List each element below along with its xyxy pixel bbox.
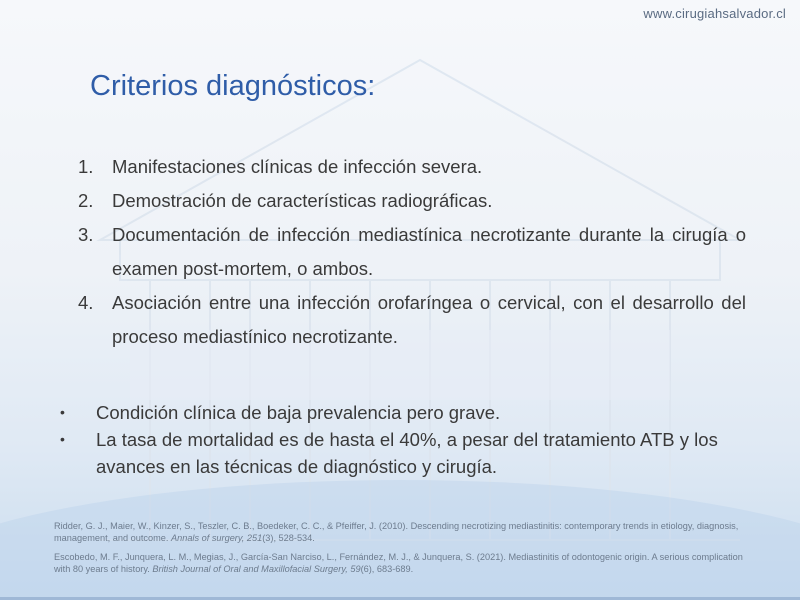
- bullet-icon: •: [60, 404, 65, 420]
- list-number: 3.: [78, 224, 94, 245]
- list-number: 1.: [78, 156, 94, 177]
- reference-authors: Escobedo, M. F., Junquera, L. M., Megias, J., García-San Narciso, L., Fernández, M. J., & Junquera, S. (2021). Mediastinitis of odontogenic origin. A serious complication with 80 years of history.: [54, 552, 743, 574]
- bullet-text: La tasa de mortalidad es de hasta el 40%, a pesar del tratamiento ATB y los avances en las técnicas de diagnóstico y cirugía.: [96, 429, 718, 477]
- reference-item: [54, 520, 754, 544]
- list-number: 4.: [78, 292, 94, 313]
- diagnostic-criteria-list: [78, 150, 746, 354]
- bullet-text: Condición clínica de baja prevalencia pero grave.: [96, 402, 501, 423]
- bullet-icon: •: [60, 431, 65, 447]
- list-item-text: Documentación de infección mediastínica necrotizante durante la cirugía o examen post-mortem, o ambos.: [112, 224, 746, 279]
- slide-title: Criterios diagnósticos:: [90, 70, 376, 102]
- list-item: [78, 218, 746, 286]
- list-item: [78, 184, 746, 218]
- references: [54, 520, 754, 582]
- reference-authors: Ridder, G. J., Maier, W., Kinzer, S., Teszler, C. B., Boedeker, C. C., & Pfeiffer, J. (2010). Descending necrotizing mediastinitis: contemporary trends in etiology, diagnosis, management, and outcome.: [54, 521, 739, 543]
- reference-journal: British Journal of Oral and Maxillofacial Surgery, 59: [152, 564, 361, 574]
- list-item-text: Manifestaciones clínicas de infección severa.: [112, 156, 483, 177]
- list-item: [78, 286, 746, 354]
- bullet-item: [60, 399, 750, 426]
- bullet-item: [60, 426, 750, 480]
- list-item-text: Asociación entre una infección orofaríngea o cervical, con el desarrollo del proceso mediastínico necrotizante.: [112, 292, 746, 347]
- reference-details: (3), 528-534.: [262, 533, 315, 543]
- reference-details: (6), 683-689.: [360, 564, 414, 574]
- list-item-text: Demostración de características radiográficas.: [112, 190, 493, 211]
- list-number: 2.: [78, 190, 94, 211]
- site-url: www.cirugiahsalvador.cl: [643, 6, 786, 21]
- bullet-list: [60, 399, 750, 480]
- reference-journal: Annals of surgery, 251: [170, 533, 263, 543]
- list-item: [78, 150, 746, 184]
- reference-item: [54, 551, 754, 575]
